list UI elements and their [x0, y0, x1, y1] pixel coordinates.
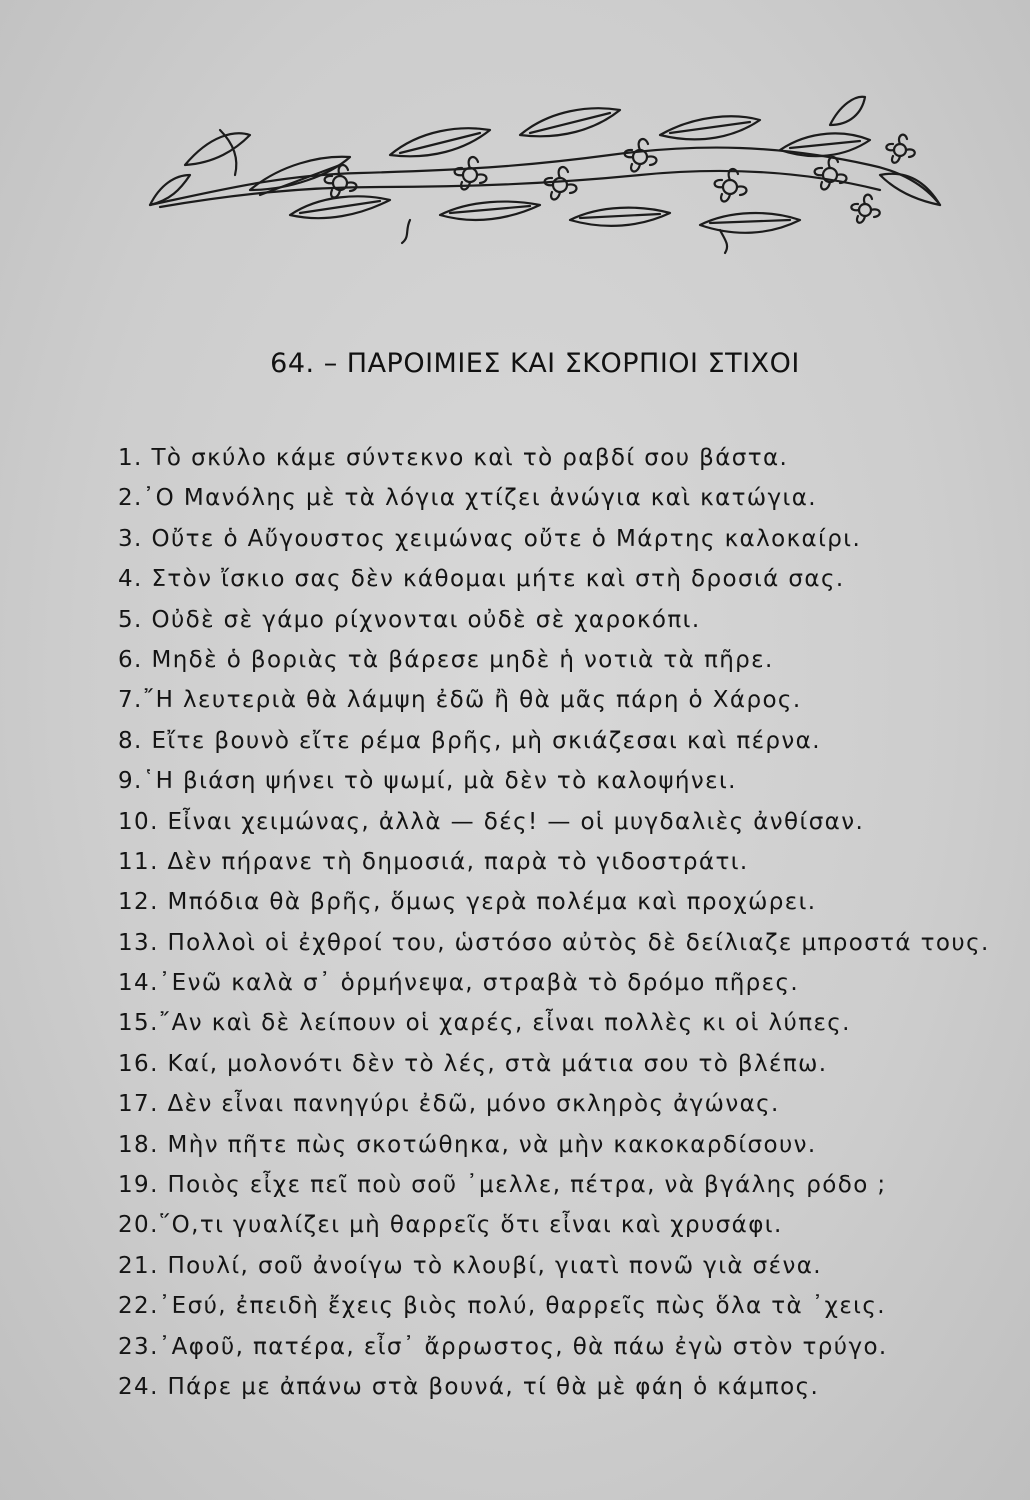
list-item: 14.᾿Ενῶ καλὰ σ᾿ ὁρμήνεψα, στραβὰ τὸ δρόμο πῆρες. [118, 970, 800, 997]
list-item: 11. Δὲν πήρανε τὴ δημοσιά, παρὰ τὸ γιδοστράτι. [118, 848, 749, 875]
list-item: 12. Μπόδια θὰ βρῆς, ὅμως γερὰ πολέμα καὶ προχώρει. [118, 889, 817, 916]
list-item: 17. Δὲν εἶναι πανηγύρι ἐδῶ, μόνο σκληρὸς ἀγώνας. [118, 1091, 780, 1118]
list-item: 7.῎Η λευτεριὰ θὰ λάμψη ἐδῶ ἢ θὰ μᾶς πάρη ὁ Χάρος. [118, 687, 802, 714]
list-item: 5. Οὐδὲ σὲ γάμο ρίχνονται οὐδὲ σὲ χαροκόπι. [118, 606, 701, 633]
list-item: 2.᾿Ο Μανόλης μὲ τὰ λόγια χτίζει ἀνώγια καὶ κατώγια. [118, 485, 818, 512]
list-item: 9.῾Η βιάση ψήνει τὸ ψωμί, μὰ δὲν τὸ καλοψήνει. [118, 768, 737, 795]
page-title: 64. – ΠΑΡΟΙΜΙΕΣ ΚΑΙ ΣΚΟΡΠΙΟΙ ΣΤΙΧΟΙ [270, 348, 800, 379]
proverbs-list [118, 438, 998, 1407]
list-item: 15.῎Αν καὶ δὲ λείπουν οἱ χαρές, εἶναι πολλὲς κι οἱ λύπες. [118, 1010, 851, 1037]
list-item: 1. Τὸ σκύλο κάμε σύντεκνο καὶ τὸ ραβδί σου βάστα. [118, 445, 789, 471]
list-item: 20.῞Ο,τι γυαλίζει μὴ θαρρεῖς ὅτι εἶναι καὶ χρυσάφι. [118, 1212, 783, 1239]
list-item: 3. Οὔτε ὁ Αὔγουστος χειμώνας οὔτε ὁ Μάρτης καλοκαίρι. [118, 525, 862, 552]
list-item: 23.᾿Αφοῦ, πατέρα, εἶσ᾿ ἄρρωστος, θὰ πάω ἐγὼ στὸν τρύγο. [118, 1333, 888, 1360]
list-item: 22.᾿Εσύ, ἐπειδὴ ἔχεις βιὸς πολύ, θαρρεῖς πὼς ὅλα τὰ ᾿χεις. [118, 1293, 886, 1320]
floral-vine-ornament-icon [140, 95, 945, 255]
list-item: 16. Καί, μολονότι δὲν τὸ λές, στὰ μάτια σου τὸ βλέπω. [118, 1050, 828, 1077]
list-item: 24. Πάρε με ἀπάνω στὰ βουνά, τί θὰ μὲ φάη ὁ κάμπος. [118, 1373, 820, 1400]
list-item: 18. Μὴν πῆτε πὼς σκοτώθηκα, νὰ μὴν κακοκαρδίσουν. [118, 1131, 817, 1158]
list-item: 4. Στὸν ἴσκιο σας δὲν κάθομαι μήτε καὶ στὴ δροσιά σας. [118, 566, 845, 593]
list-item: 10. Εἶναι χειμώνας, ἀλλὰ — δές! — οἱ μυγδαλιὲς ἀνθίσαν. [118, 808, 865, 835]
list-item: 21. Πουλί, σοῦ ἀνοίγω τὸ κλουβί, γιατὶ πονῶ γιὰ σένα. [118, 1252, 822, 1279]
list-item: 8. Εἴτε βουνὸ εἴτε ρέμα βρῆς, μὴ σκιάζεσαι καὶ πέρνα. [118, 727, 821, 754]
list-item: 13. Πολλοὶ οἱ ἐχθροί του, ὡστόσο αὐτὸς δὲ δείλιαζε μπροστά τους. [118, 929, 990, 956]
list-item: 6. Μηδὲ ὁ βοριὰς τὰ βάρεσε μηδὲ ἡ νοτιὰ τὰ πῆρε. [118, 646, 774, 673]
list-item: 19. Ποιὸς εἶχε πεῖ ποὺ σοῦ ᾿μελλε, πέτρα, νὰ βγάλης ρόδο ; [118, 1172, 887, 1199]
